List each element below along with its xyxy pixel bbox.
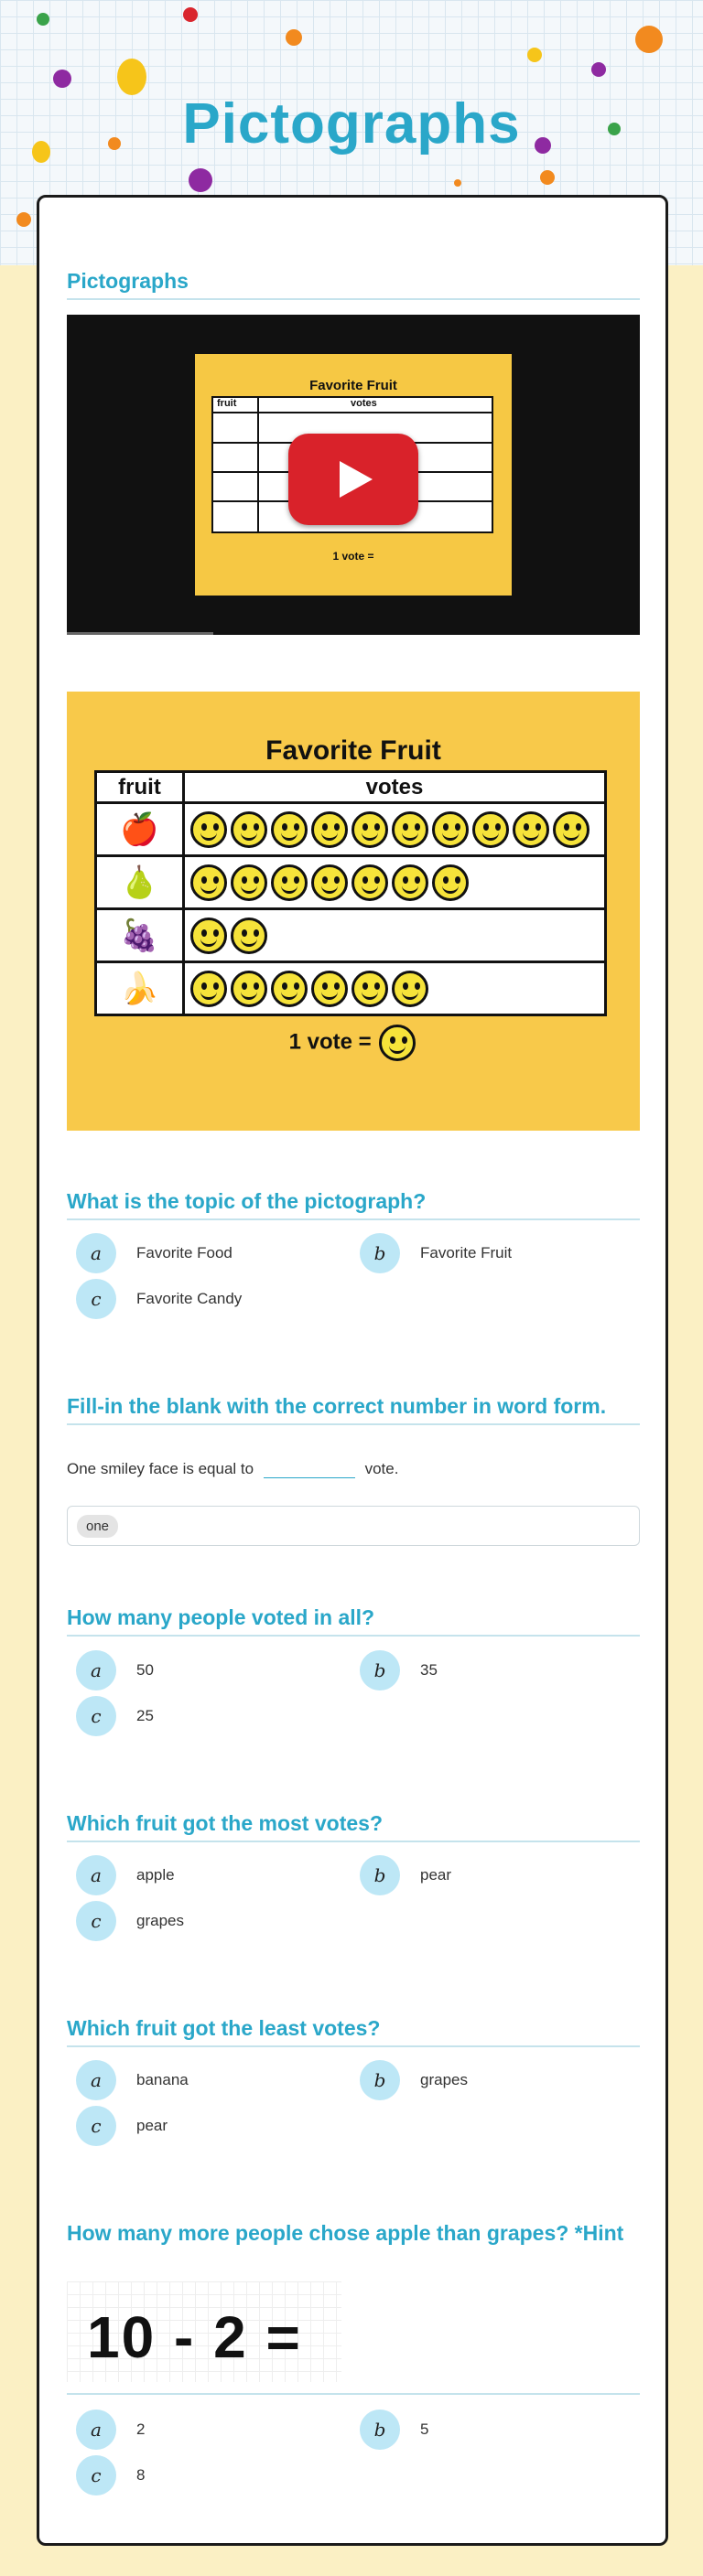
answer-row [67, 2455, 640, 2496]
paint-splat-decoration [189, 168, 212, 192]
pictograph-key [67, 1025, 640, 1061]
smiley-face-icon [352, 864, 388, 901]
smiley-face-icon [190, 864, 227, 901]
paint-splat-decoration [53, 70, 71, 88]
banana-icon: 🍌 [96, 962, 184, 1015]
paint-splat-decoration [635, 26, 663, 53]
answer-option-a[interactable] [67, 2060, 189, 2100]
answer-row [67, 1233, 640, 1273]
pictograph-title: Favorite Fruit [265, 735, 441, 766]
answer-row [67, 1696, 640, 1736]
blank-field[interactable] [264, 1462, 355, 1478]
video-col-fruit: fruit [217, 398, 237, 409]
video-chart-title: Favorite Fruit [309, 378, 397, 393]
smiley-face-icon [352, 971, 388, 1007]
question-title-least-votes: Which fruit got the least votes? [67, 2014, 640, 2047]
votes-banana [184, 962, 606, 1015]
table-row [96, 803, 606, 856]
answer-option-a[interactable] [67, 1855, 175, 1895]
option-text: Favorite Fruit [420, 1244, 513, 1261]
smiley-face-icon [311, 971, 348, 1007]
smiley-face-icon [432, 811, 469, 848]
smiley-face-icon [472, 811, 509, 848]
option-text: 8 [136, 2466, 146, 2484]
option-letter-c: c [76, 1279, 116, 1319]
pictograph-image [67, 692, 640, 1131]
play-button[interactable] [288, 434, 418, 525]
smiley-face-icon [231, 864, 267, 901]
question-title-fill-blank: Fill-in the blank with the correct number in word form. [67, 1392, 640, 1425]
answer-row [67, 2060, 640, 2100]
option-text: 25 [136, 1707, 154, 1724]
smiley-face-icon [271, 971, 308, 1007]
smiley-face-icon [271, 864, 308, 901]
paint-splat-decoration [183, 7, 198, 22]
answer-option-b[interactable] [351, 1855, 451, 1895]
video-player[interactable] [67, 315, 640, 635]
votes-grapes [184, 909, 606, 962]
pear-icon: 🍐 [96, 856, 184, 909]
option-letter-a: a [76, 1855, 116, 1895]
question-title-most-votes: Which fruit got the most votes? [67, 1809, 640, 1842]
answer-option-c[interactable] [67, 2106, 168, 2146]
question-title-topic: What is the topic of the pictograph? [67, 1187, 640, 1220]
option-letter-a: a [76, 1650, 116, 1690]
option-letter-b: b [360, 2410, 400, 2450]
answer-row [67, 1279, 640, 1319]
hint-equation: 10 - 2 = [87, 2304, 302, 2370]
grapes-icon: 🍇 [96, 909, 184, 962]
paint-splat-decoration [117, 59, 146, 95]
fill-blank-prefix: One smiley face is equal to [67, 1460, 254, 1477]
paint-splat-decoration [591, 62, 606, 77]
smiley-face-icon [392, 864, 428, 901]
smiley-face-icon [231, 918, 267, 954]
option-letter-c: c [76, 1696, 116, 1736]
smiley-face-icon [392, 811, 428, 848]
answer-row [67, 1855, 640, 1895]
key-label: 1 vote = [288, 1029, 372, 1055]
answer-chip[interactable]: one [77, 1515, 118, 1538]
answer-row [67, 1901, 640, 1941]
answer-option-b[interactable] [351, 2060, 468, 2100]
fill-blank-suffix: vote. [364, 1460, 399, 1477]
option-text: 35 [420, 1661, 438, 1679]
option-letter-c: c [76, 1901, 116, 1941]
answer-option-b[interactable] [351, 1233, 512, 1273]
smiley-face-icon [379, 1025, 416, 1061]
answer-option-a[interactable] [67, 1650, 154, 1690]
option-letter-a: a [76, 1233, 116, 1273]
fill-blank-sentence [67, 1460, 398, 1478]
table-row [96, 909, 606, 962]
answer-row [67, 2410, 640, 2450]
option-letter-c: c [76, 2455, 116, 2496]
video-progress-bar[interactable] [67, 632, 213, 635]
smiley-face-icon [392, 971, 428, 1007]
option-letter-c: c [76, 2106, 116, 2146]
smiley-face-icon [190, 918, 227, 954]
option-text: pear [136, 2117, 168, 2134]
question-title-difference: How many more people chose apple than grapes? *Hint [67, 2221, 624, 2245]
answer-option-a[interactable] [67, 2410, 145, 2450]
option-text: 5 [420, 2420, 429, 2438]
paint-splat-decoration [286, 29, 302, 46]
votes-pear [184, 856, 606, 909]
option-letter-a: a [76, 2060, 116, 2100]
smiley-face-icon [311, 811, 348, 848]
smiley-face-icon [553, 811, 589, 848]
section-title-pictographs: Pictographs [67, 267, 640, 300]
answer-option-c[interactable] [67, 2455, 145, 2496]
video-table-divider [257, 398, 259, 531]
answer-option-b[interactable] [351, 1650, 438, 1690]
option-text: apple [136, 1866, 175, 1884]
worksheet-card [37, 195, 668, 2546]
option-text: Favorite Food [136, 1244, 233, 1261]
paint-splat-decoration [37, 13, 49, 26]
answer-bank [67, 1506, 640, 1546]
option-letter-b: b [360, 1650, 400, 1690]
option-text: Favorite Candy [136, 1290, 243, 1307]
answer-option-a[interactable] [67, 1233, 233, 1273]
option-letter-a: a [76, 2410, 116, 2450]
option-text: 2 [136, 2420, 146, 2438]
option-text: grapes [420, 2071, 468, 2088]
apple-icon: 🍎 [96, 803, 184, 856]
option-text: grapes [136, 1912, 184, 1929]
smiley-face-icon [190, 811, 227, 848]
answer-row [67, 1650, 640, 1690]
answer-row [67, 2106, 640, 2146]
paint-splat-decoration [527, 48, 542, 62]
answer-option-c[interactable] [67, 1901, 184, 1941]
table-row [96, 856, 606, 909]
paint-splat-decoration [16, 212, 31, 227]
pictograph-table [94, 770, 607, 1016]
video-table-divider [213, 412, 492, 413]
option-text: 50 [136, 1661, 154, 1679]
smiley-face-icon [311, 864, 348, 901]
answer-option-c[interactable] [67, 1696, 154, 1736]
option-letter-b: b [360, 1233, 400, 1273]
votes-apple [184, 803, 606, 856]
col-header-fruit: fruit [96, 772, 184, 803]
smiley-face-icon [432, 864, 469, 901]
page-title: Pictographs [182, 92, 521, 156]
section-divider [67, 2393, 640, 2395]
table-row [96, 962, 606, 1015]
video-col-votes: votes [351, 398, 377, 409]
col-header-votes: votes [184, 772, 606, 803]
paint-splat-decoration [540, 170, 555, 185]
option-letter-b: b [360, 2060, 400, 2100]
option-text: banana [136, 2071, 189, 2088]
question-title-total-votes: How many people voted in all? [67, 1604, 640, 1637]
paint-splat-decoration [454, 179, 461, 187]
smiley-face-icon [271, 811, 308, 848]
smiley-face-icon [190, 971, 227, 1007]
option-text: pear [420, 1866, 452, 1884]
hint-image [67, 2281, 341, 2382]
video-chart-key: 1 vote = [332, 550, 374, 563]
smiley-face-icon [231, 811, 267, 848]
smiley-face-icon [231, 971, 267, 1007]
answer-option-c[interactable] [67, 1279, 242, 1319]
answer-option-b[interactable] [351, 2410, 428, 2450]
smiley-face-icon [513, 811, 549, 848]
smiley-face-icon [352, 811, 388, 848]
option-letter-b: b [360, 1855, 400, 1895]
